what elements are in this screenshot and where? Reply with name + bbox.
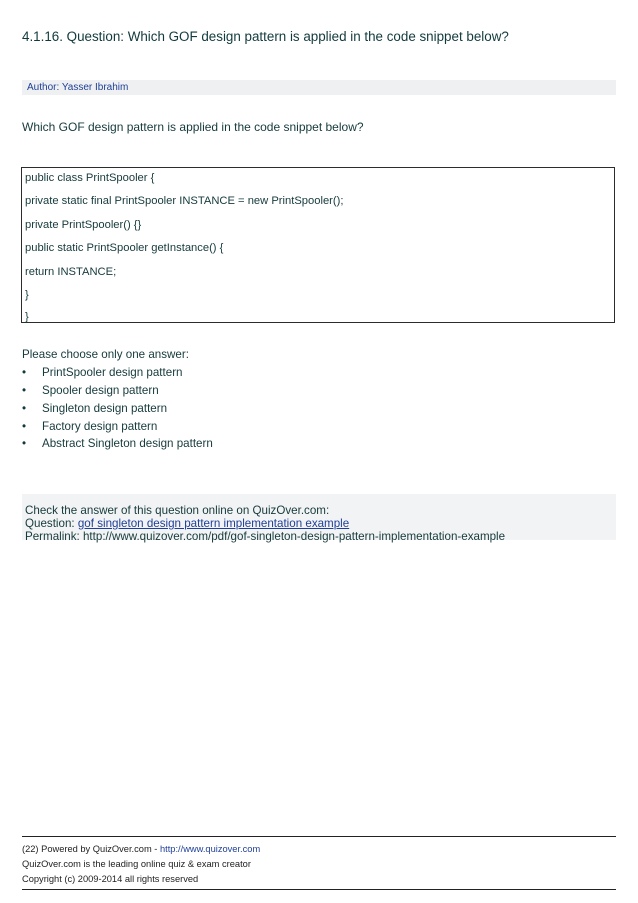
author-label: Author: Yasser Ibrahim bbox=[27, 82, 129, 93]
bullet-icon: • bbox=[22, 384, 27, 397]
permalink-text: Permalink: http://www.quizover.com/pdf/gof-singleton-design-pattern-implementation-example bbox=[25, 530, 506, 543]
code-snippet-box bbox=[21, 167, 615, 323]
footer-powered-by bbox=[22, 844, 260, 854]
bullet-icon: • bbox=[22, 402, 27, 415]
question-text: Which GOF design pattern is applied in the code snippet below? bbox=[22, 120, 364, 134]
answer-option bbox=[22, 402, 167, 415]
option-label: Singleton design pattern bbox=[42, 402, 168, 415]
option-label: PrintSpooler design pattern bbox=[42, 366, 183, 379]
code-line: private PrintSpooler() {} bbox=[25, 219, 142, 231]
question-label: Question: bbox=[25, 517, 78, 530]
code-line: return INSTANCE; bbox=[25, 266, 117, 278]
check-question-line bbox=[25, 517, 349, 530]
footer-tagline: QuizOver.com is the leading online quiz & exam creator bbox=[22, 859, 251, 869]
footer-prefix: (22) Powered by QuizOver.com - bbox=[22, 844, 160, 854]
answer-option bbox=[22, 384, 159, 397]
answer-option bbox=[22, 366, 183, 379]
code-line: public class PrintSpooler { bbox=[25, 172, 155, 184]
footer-divider bbox=[22, 889, 616, 890]
code-line: } bbox=[25, 289, 29, 301]
option-label: Spooler design pattern bbox=[42, 384, 159, 397]
bullet-icon: • bbox=[22, 366, 27, 379]
code-line: public static PrintSpooler getInstance() { bbox=[25, 242, 224, 254]
code-line: private static final PrintSpooler INSTANCE = new PrintSpooler(); bbox=[25, 195, 344, 207]
code-line: } bbox=[25, 311, 29, 323]
choose-prompt: Please choose only one answer: bbox=[22, 348, 189, 361]
page-title: 4.1.16. Question: Which GOF design pattern is applied in the code snippet below? bbox=[22, 29, 509, 44]
footer-link[interactable]: http://www.quizover.com bbox=[159, 844, 261, 854]
option-label: Factory design pattern bbox=[42, 420, 158, 433]
check-answer-text: Check the answer of this question online on QuizOver.com: bbox=[25, 504, 330, 517]
answer-option bbox=[22, 420, 157, 433]
bullet-icon: • bbox=[22, 420, 27, 433]
footer-copyright: Copyright (c) 2009-2014 all rights reserved bbox=[22, 874, 199, 884]
answer-option bbox=[22, 437, 213, 450]
option-label: Abstract Singleton design pattern bbox=[42, 437, 213, 450]
bullet-icon: • bbox=[22, 437, 27, 450]
footer-divider bbox=[22, 836, 616, 837]
question-link[interactable]: gof singleton design pattern implementation example bbox=[77, 517, 350, 530]
